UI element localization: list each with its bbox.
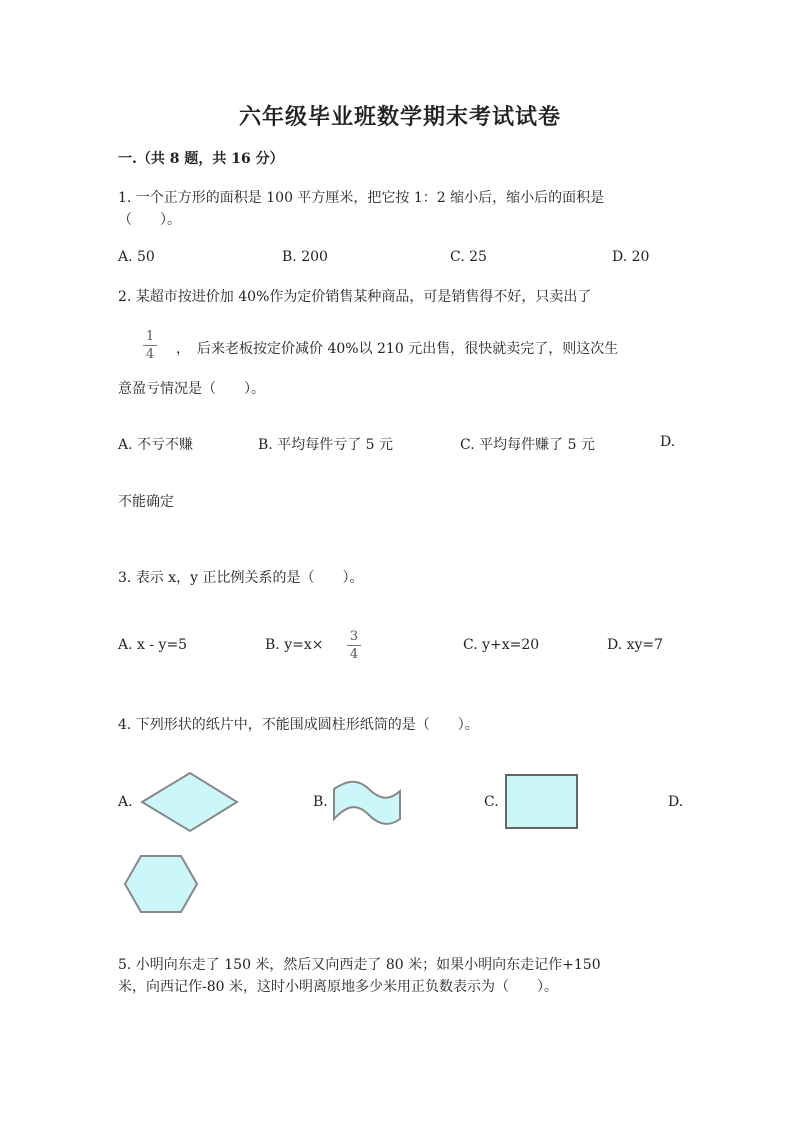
q3-fraction-bar <box>347 645 361 646</box>
q3-fraction <box>347 629 361 662</box>
question-2-line-3: 意盈亏情况是（ ）。 <box>118 381 265 397</box>
q4-option-c[interactable]: C. <box>484 794 499 810</box>
wavy-rectangle-shape <box>334 782 400 824</box>
question-5-line-1: 5. 小明向东走了 150 米，然后又向西走了 80 米；如果小明向东走记作+150 <box>118 957 601 973</box>
rhombus-shape <box>142 773 237 831</box>
q3-fraction-denominator: 4 <box>349 647 359 662</box>
question-1-line-2: （ ）。 <box>118 212 181 228</box>
q1-option-b[interactable]: B. 200 <box>282 249 328 265</box>
q3-option-b[interactable]: B. y=x× <box>265 637 324 653</box>
q2-fraction-bar <box>143 345 157 346</box>
q1-option-c[interactable]: C. 25 <box>450 249 487 265</box>
section-heading: 一.（共 8 题，共 16 分） <box>118 151 284 167</box>
q2-fraction-denominator: 4 <box>145 347 155 362</box>
question-5-line-2: 米，向西记作-80 米，这时小明离原地多少米用正负数表示为（ ）。 <box>118 979 558 995</box>
q2-option-a[interactable]: A. 不亏不赚 <box>118 437 194 453</box>
q2-option-d-text[interactable]: 不能确定 <box>118 494 174 510</box>
q2-option-d[interactable]: D. <box>660 434 676 450</box>
q1-option-a[interactable]: A. 50 <box>118 249 155 265</box>
rectangle-shape <box>506 775 577 828</box>
q4-option-a[interactable]: A. <box>118 794 133 810</box>
page-title: 六年级毕业班数学期末考试试卷 <box>238 104 561 130</box>
rectangle-icon <box>505 774 579 830</box>
question-2-line-2: ， 后来老板按定价减价 40%以 210 元出售，很快就卖完了，则这次生 <box>176 341 619 357</box>
q3-option-d[interactable]: D. xy=7 <box>607 637 664 653</box>
q3-option-c[interactable]: C. y+x=20 <box>463 637 540 653</box>
hexagon-shape <box>125 856 197 912</box>
q3-option-a[interactable]: A. x - y=5 <box>118 637 188 653</box>
question-1-line-1: 1. 一个正方形的面积是 100 平方厘米，把它按 1：2 缩小后，缩小后的面积是 <box>118 190 605 206</box>
q4-option-b[interactable]: B. <box>313 794 328 810</box>
wavy-rectangle-icon <box>331 781 403 827</box>
q2-fraction <box>143 329 157 362</box>
question-4-line-1: 4. 下列形状的纸片中，不能围成圆柱形纸筒的是（ ）。 <box>118 717 479 733</box>
q2-fraction-numerator: 1 <box>145 329 155 344</box>
q4-option-d[interactable]: D. <box>668 794 684 810</box>
q2-option-c[interactable]: C. 平均每件赚了 5 元 <box>460 437 595 453</box>
question-3-line-1: 3. 表示 x，y 正比例关系的是（ ）。 <box>118 570 364 586</box>
q1-option-d[interactable]: D. 20 <box>612 249 650 265</box>
question-2-line-1: 2. 某超市按进价加 40%作为定价销售某种商品，可是销售得不好，只卖出了 <box>118 289 592 305</box>
q2-option-b[interactable]: B. 平均每件亏了 5 元 <box>258 437 393 453</box>
q3-fraction-numerator: 3 <box>349 629 359 644</box>
rhombus-icon <box>140 771 240 833</box>
hexagon-icon <box>123 854 199 914</box>
